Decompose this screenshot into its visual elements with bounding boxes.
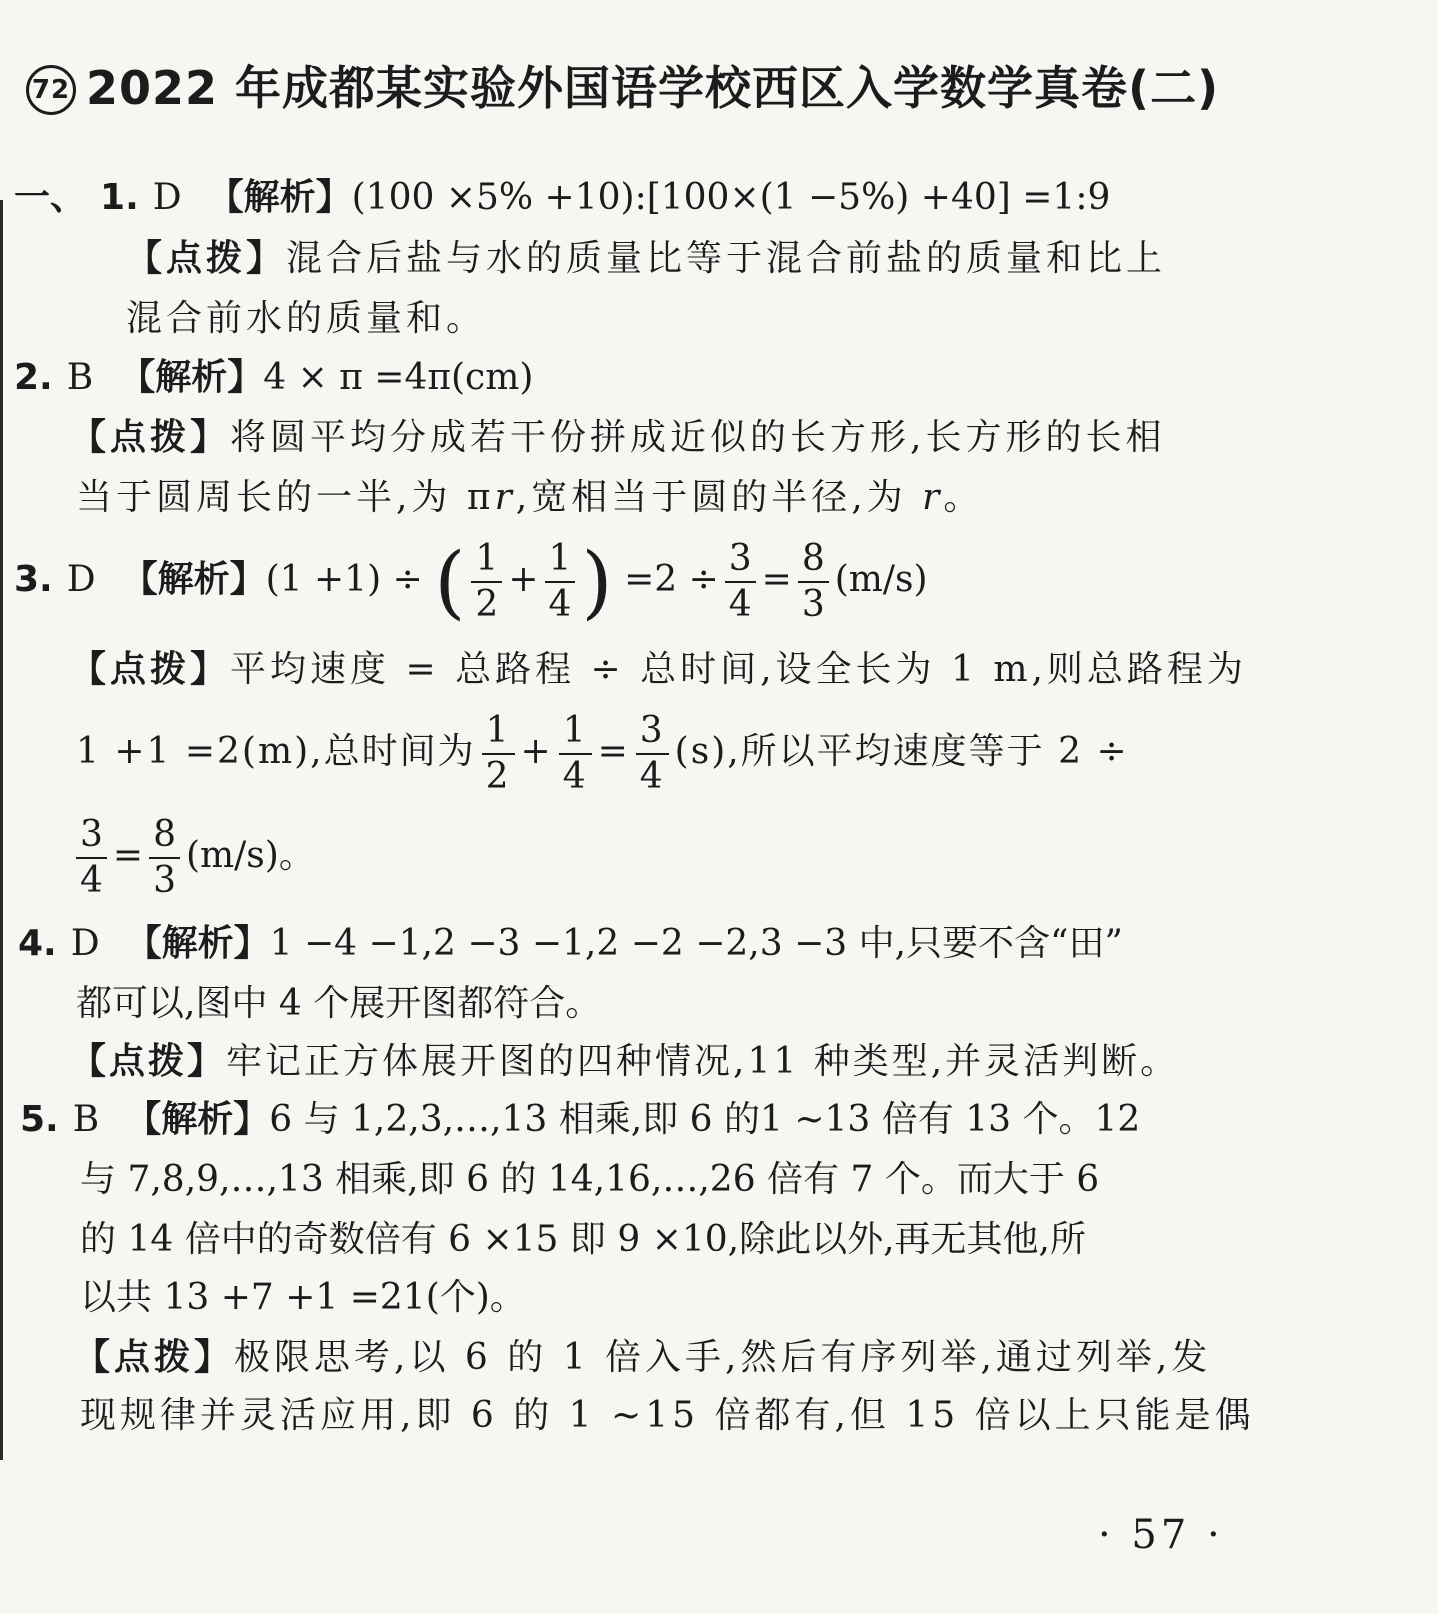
fraction (798, 538, 829, 625)
denominator: 4 (80, 860, 103, 901)
title-text: 2022 年成都某实验外国语学校西区入学数学真卷(二) (86, 61, 1220, 115)
fraction (636, 710, 669, 797)
q2-hint-text2c: 。 (943, 477, 984, 518)
numerator: 1 (482, 713, 515, 755)
q1-hint-line1 (126, 237, 1166, 281)
numerator: 8 (149, 817, 180, 859)
q1-hint-line2: 混合前水的质量和。 (126, 298, 487, 339)
fraction (76, 814, 107, 901)
circled-number-badge: 72 (26, 65, 76, 115)
q1-hint-tag: 【点拨】 (126, 238, 287, 279)
numerator: 3 (725, 541, 756, 583)
q1-analysis-text: (100 ×5% +10):[100×(1 −5%) +40] =1:9 (351, 177, 1111, 218)
fraction (149, 814, 180, 901)
plus-sign: + (508, 559, 539, 600)
equals-sign: = (112, 835, 144, 876)
fraction (725, 538, 756, 625)
denominator: 4 (562, 756, 588, 797)
q2-analysis-text: 4 × π =4π(cm) (263, 357, 534, 398)
q3-hint-text1: 平均速度 = 总路程 ÷ 总时间,设全长为 1 m,则总路程为 (230, 649, 1247, 690)
q3-analysis-tag: 【解析】 (121, 559, 266, 600)
fraction (545, 538, 576, 625)
left-margin-rule (0, 200, 3, 1460)
q3-unit: (m/s) (834, 559, 928, 600)
q1-analysis-line (14, 176, 1110, 220)
q4-hint-text: 牢记正方体展开图的四种情况,11 种类型,并灵活判断。 (226, 1041, 1180, 1082)
q3-hint-line1 (70, 648, 1247, 692)
q5-hint-tag: 【点拨】 (74, 1337, 235, 1378)
numerator: 1 (471, 541, 502, 583)
q4-analysis-line1 (18, 922, 1123, 966)
q4-hint-line (70, 1040, 1179, 1084)
q5-number: 5. (20, 1099, 59, 1140)
denominator: 4 (639, 756, 665, 797)
denominator: 3 (153, 860, 176, 901)
q4-analysis-line2: 都可以,图中 4 个展开图都符合。 (76, 983, 602, 1024)
q1-number: 1. (100, 177, 139, 218)
q3-hint-line3 (76, 814, 315, 899)
denominator: 2 (485, 756, 511, 797)
q2-hint-text2a: 当于圆周长的一半,为 π (76, 477, 495, 518)
q5-analysis-line4: 以共 13 +7 +1 =21(个)。 (80, 1277, 526, 1318)
fraction (482, 710, 515, 797)
q4-number: 4. (18, 923, 57, 964)
q3-hint-tag: 【点拨】 (70, 649, 231, 690)
numerator: 1 (545, 541, 576, 583)
plus-sign: + (520, 731, 553, 772)
q2-hint-line1 (70, 416, 1165, 460)
q4-answer: D (70, 923, 100, 964)
q2-hint-line2 (76, 476, 983, 520)
q5-hint-text1: 极限思考,以 6 的 1 倍入手,然后有序列举,通过列举,发 (234, 1337, 1212, 1378)
q3-analysis-text-b: =2 ÷ (624, 559, 719, 600)
q2-hint-text2b: ,宽相当于圆的半径,为 (515, 477, 923, 518)
q3-hint-text2a: 1 +1 =2(m),总时间为 (76, 731, 476, 772)
q3-analysis-line (14, 535, 928, 628)
left-paren: ( (434, 535, 466, 628)
denominator: 4 (728, 584, 752, 625)
denominator: 2 (475, 584, 499, 625)
q1-analysis-tag: 【解析】 (207, 177, 352, 218)
numerator: 3 (636, 713, 669, 755)
q2-analysis-tag: 【解析】 (119, 357, 264, 398)
section-label: 一、 (14, 177, 87, 218)
q5-answer: B (72, 1099, 100, 1140)
q5-hint-line2: 现规律并灵活应用,即 6 的 1 ~15 倍都有,但 15 倍以上只能是偶 (80, 1395, 1255, 1436)
q5-analysis-line1 (20, 1098, 1140, 1142)
fraction (471, 538, 502, 625)
q2-hint-var-r2: r (922, 477, 944, 518)
q5-analysis-text1: 6 与 1,2,3,…,13 相乘,即 6 的1 ~13 倍有 13 个。12 (269, 1099, 1141, 1140)
q2-hint-tag: 【点拨】 (70, 417, 231, 458)
q3-hint-text2b: (s),所以平均速度等于 2 ÷ (674, 731, 1129, 772)
denominator: 3 (801, 584, 825, 625)
q5-analysis-line3: 的 14 倍中的奇数倍有 6 ×15 即 9 ×10,除此以外,再无其他,所 (80, 1219, 1086, 1260)
q3-hint-line2 (76, 710, 1129, 795)
q3-hint-text3-end: (m/s)。 (185, 835, 315, 876)
page-title (26, 52, 1219, 118)
numerator: 3 (76, 817, 107, 859)
q4-analysis-text1: 1 −4 −1,2 −3 −1,2 −2 −2,3 −3 中,只要不含“田” (269, 923, 1123, 964)
q3-number: 3. (14, 559, 53, 600)
q3-answer: D (66, 559, 96, 600)
q2-number: 2. (14, 357, 53, 398)
q2-hint-text1: 将圆平均分成若干份拼成近似的长方形,长方形的长相 (230, 417, 1166, 458)
q5-analysis-line2: 与 7,8,9,…,13 相乘,即 6 的 14,16,…,26 倍有 7 个。而大于 6 (80, 1159, 1100, 1200)
right-paren: ) (581, 535, 613, 628)
q2-answer: B (66, 357, 94, 398)
denominator: 4 (548, 584, 572, 625)
equals-sign: = (597, 731, 630, 772)
numerator: 8 (798, 541, 829, 583)
q4-hint-tag: 【点拨】 (70, 1041, 227, 1082)
q5-analysis-tag: 【解析】 (125, 1099, 270, 1140)
q5-hint-line1 (74, 1336, 1211, 1380)
fraction (559, 710, 592, 797)
q2-analysis-line (14, 356, 533, 400)
q2-hint-var-r: r (494, 477, 516, 518)
q1-answer: D (152, 177, 182, 218)
equals-sign: = (761, 559, 792, 600)
q1-hint-text1: 混合后盐与水的质量比等于混合前盐的质量和比上 (286, 238, 1167, 279)
numerator: 1 (559, 713, 592, 755)
page-number: · 57 · (1098, 1512, 1224, 1558)
q3-analysis-text-a: (1 +1) ÷ (265, 559, 423, 600)
q4-analysis-tag: 【解析】 (125, 923, 270, 964)
